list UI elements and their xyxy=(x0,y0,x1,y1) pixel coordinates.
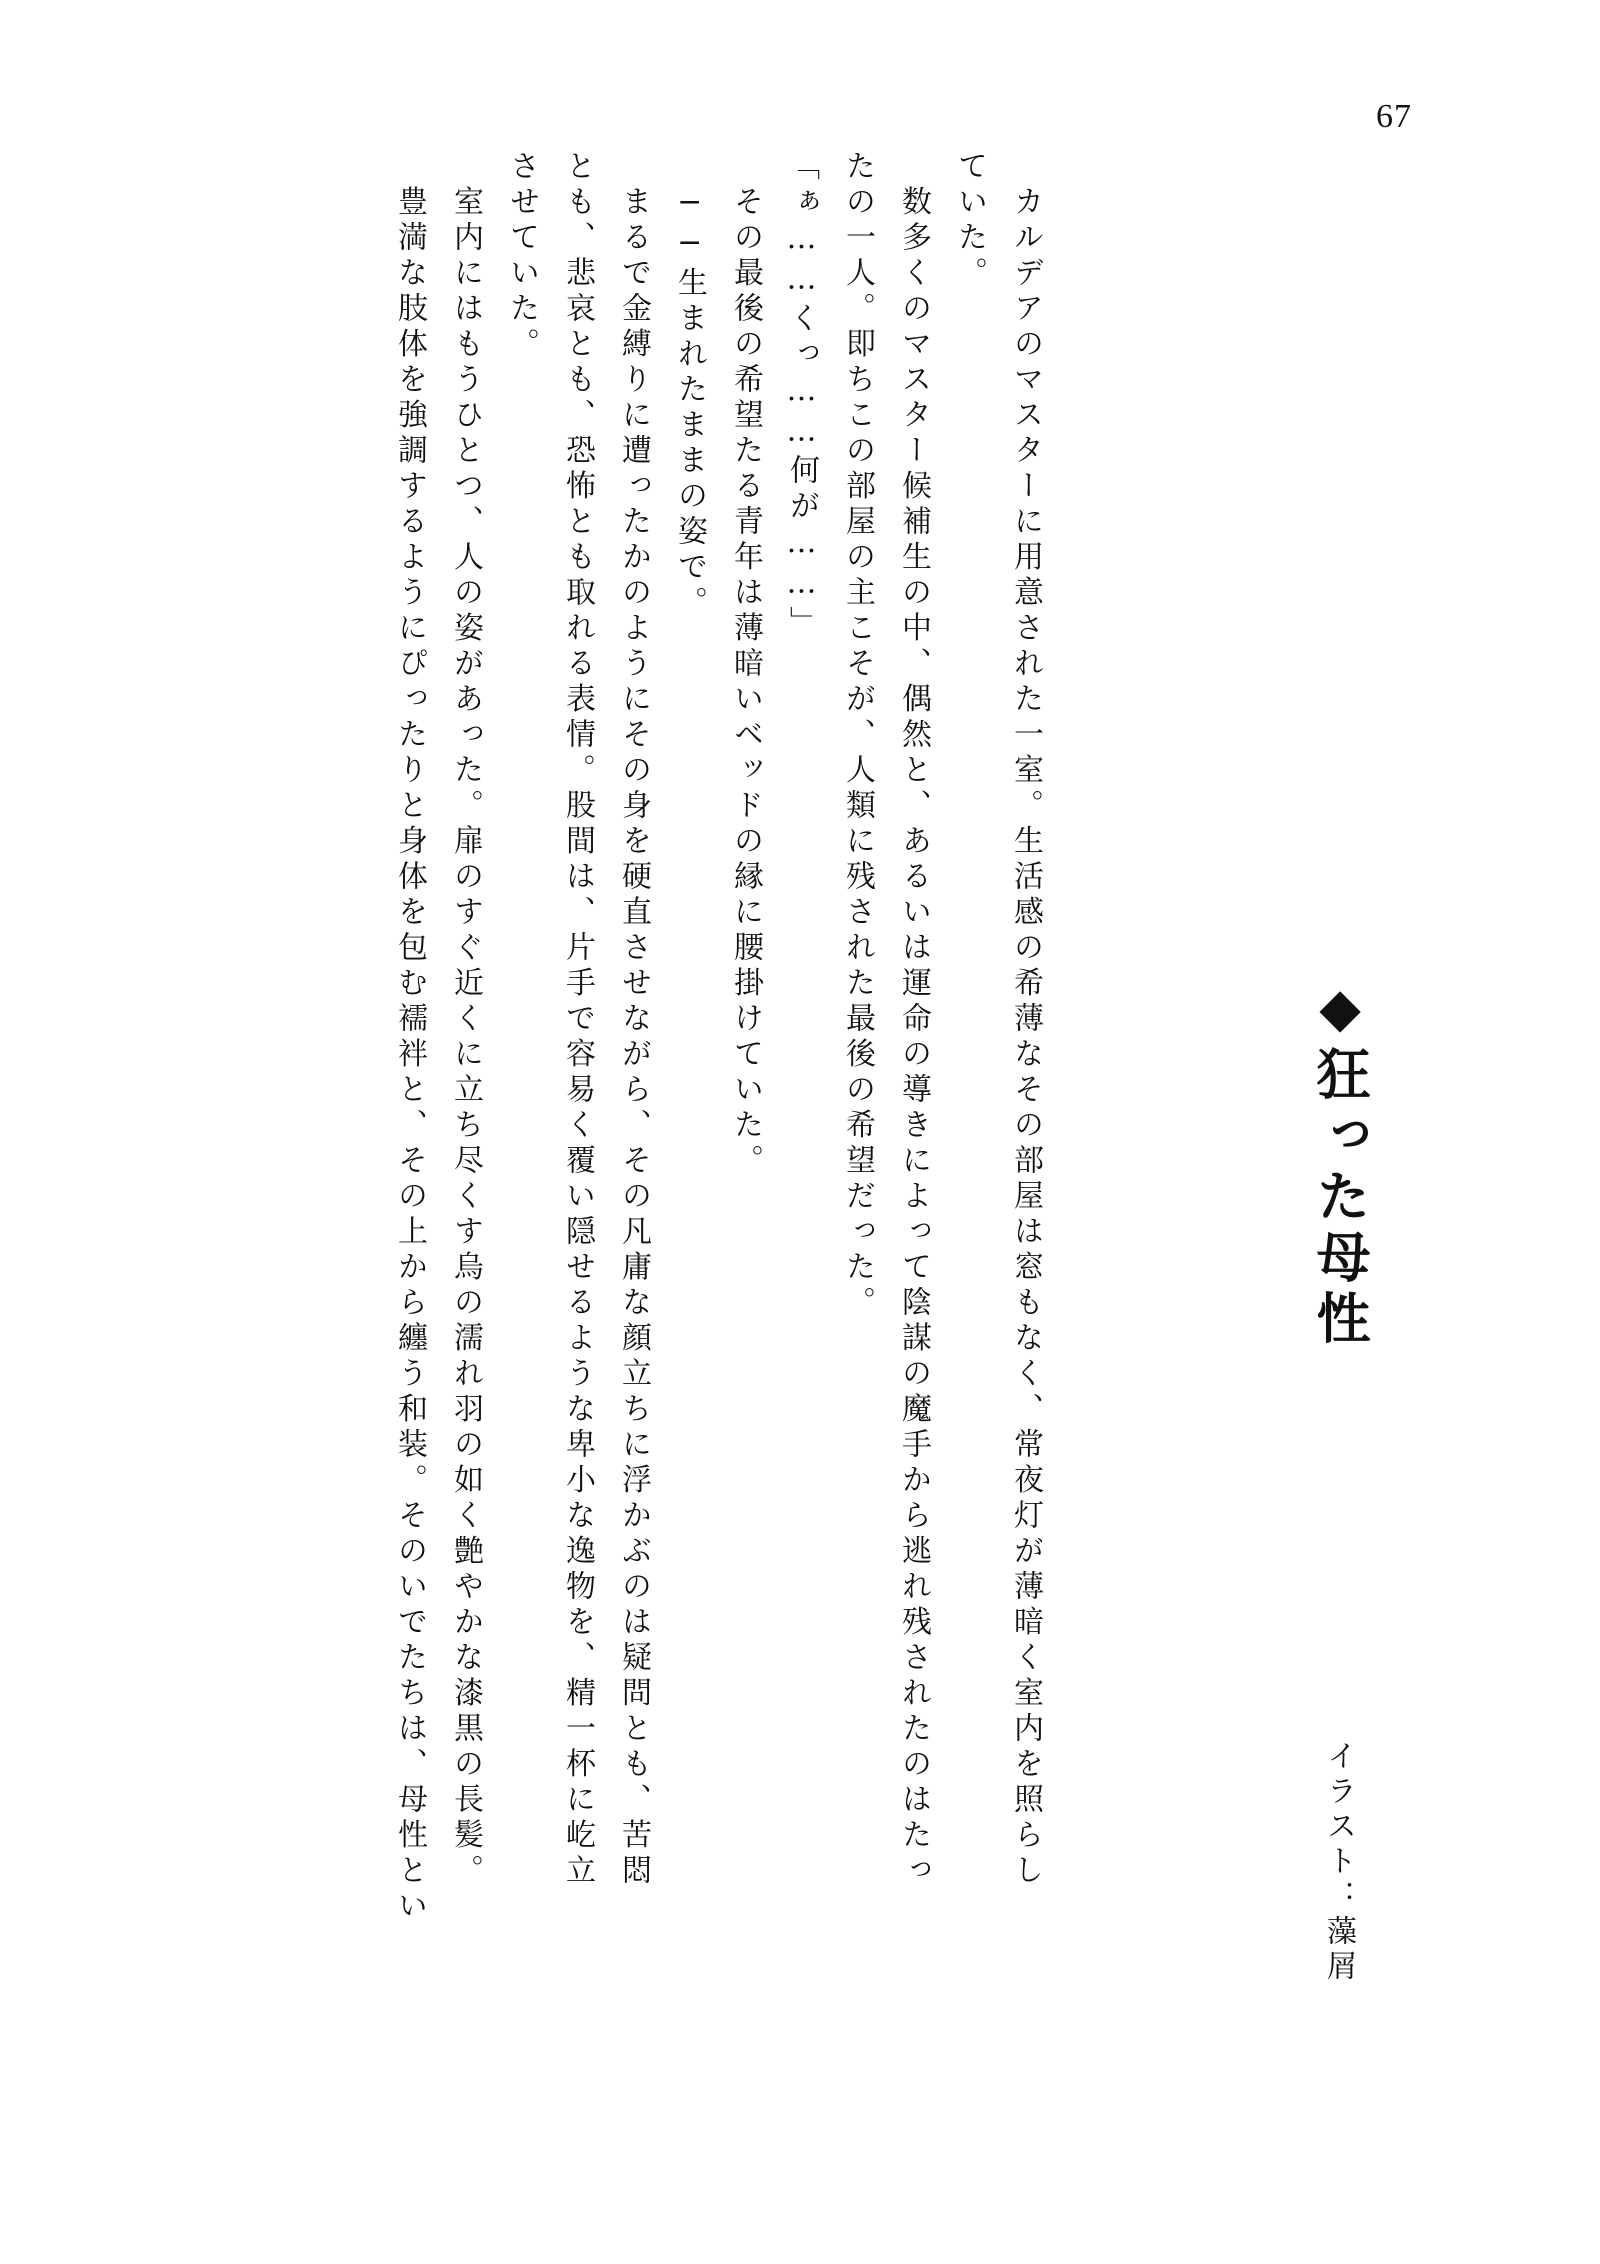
text-column: カルデアのマスターに用意された一室。生活感の希薄なその部屋は窓もなく、常夜灯が薄暗く室内を照らし xyxy=(1008,150,1043,1890)
text-column: 数多くのマスター候補生の中、偶然と、あるいは運命の導きによって陰謀の魔手から逃れ残されたのはたっ xyxy=(896,150,931,1890)
text-column: とも、悲哀とも、恐怖とも取れる表情。股間は、片手で容易く覆い隠せるような卑小な逸物を、精一杯に屹立 xyxy=(560,150,595,1890)
text-column: ──生まれたままの姿で。 xyxy=(672,150,707,622)
illustrator-credit: イラスト：藻屑 xyxy=(1321,1740,1356,1985)
text-column: その最後の希望たる青年は薄暗いベッドの縁に腰掛けていた。 xyxy=(728,150,763,1180)
text-column: 室内にはもうひとつ、人の姿があった。扉のすぐ近くに立ち尽くす烏の濡れ羽の如く艶やかな漆黒の長髪。 xyxy=(448,150,483,1890)
text-column: ていた。 xyxy=(952,150,987,292)
page-number: 67 xyxy=(1376,98,1412,135)
text-column: まるで金縛りに遭ったかのようにその身を硬直させながら、その凡庸な顔立ちに浮かぶのは疑問とも、苦悶 xyxy=(616,150,651,1890)
text-column: させていた。 xyxy=(504,150,539,363)
page-title: ◆狂った母性 xyxy=(1308,975,1373,1351)
body-text xyxy=(40,150,1043,2100)
chapter-title-block xyxy=(1280,975,1400,1595)
text-column: 豊満な肢体を強調するようにぴったりと身体を包む襦袢と、その上から纏う和装。そのいでたちは、母性とい xyxy=(392,150,427,1925)
text-column: たの一人。即ちこの部屋の主こそが、人類に残された最後の希望だった。 xyxy=(840,150,875,1322)
text-column: 「ぁ……くっ……何が……」 xyxy=(784,150,819,642)
